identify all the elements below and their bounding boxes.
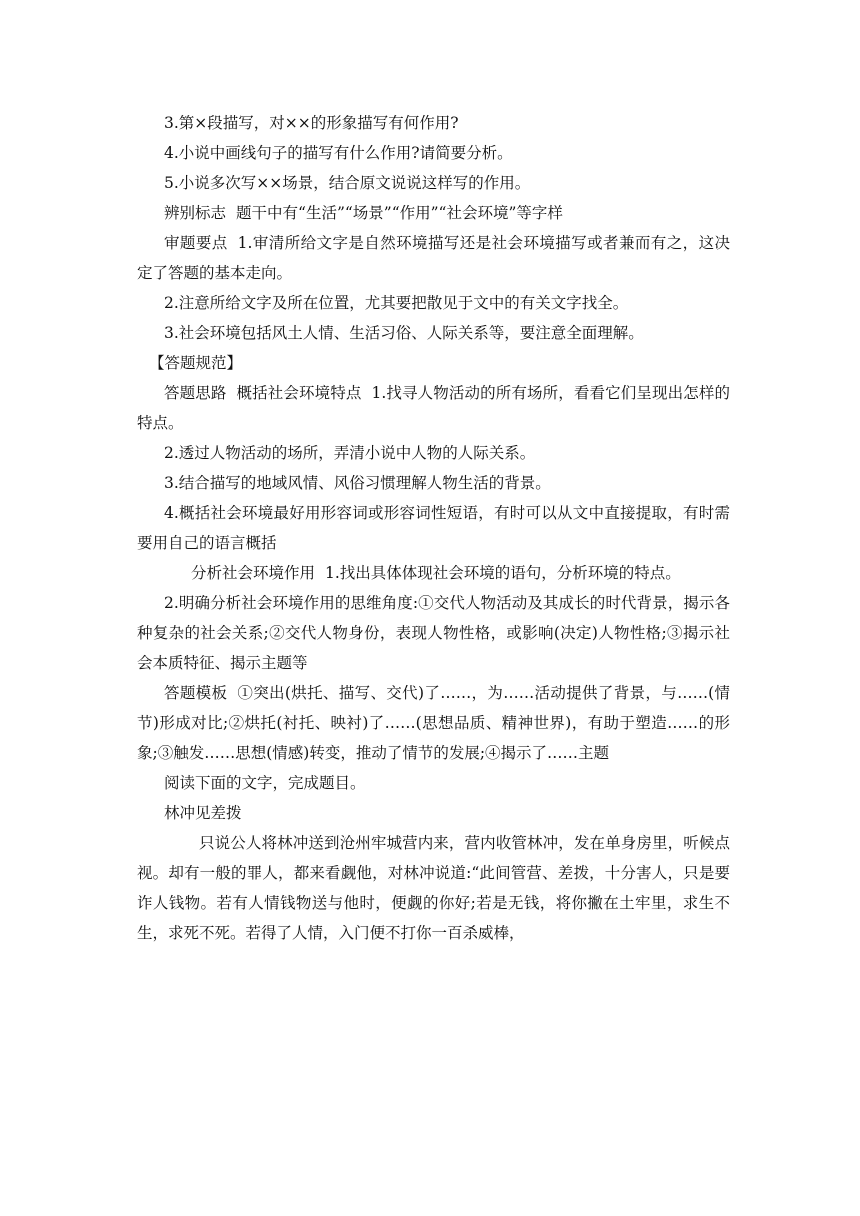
question-3 bbox=[137, 108, 730, 138]
question-3-text: 3.第×段描写，对××的形象描写有何作用? bbox=[164, 114, 459, 132]
approach-4 bbox=[137, 498, 730, 558]
identification-marker bbox=[137, 198, 730, 228]
identification-label: 辨别标志 bbox=[164, 204, 227, 222]
question-4-text: 4.小说中画线句子的描写有什么作用?请简要分析。 bbox=[164, 144, 513, 162]
review-label: 审题要点 bbox=[164, 234, 228, 252]
analysis-sublabel: 分析社会环境作用 bbox=[191, 564, 316, 582]
passage-title bbox=[137, 798, 730, 828]
review-point-2-text: 2.注意所给文字及所在位置，尤其要把散见于文中的有关文字找全。 bbox=[164, 294, 629, 312]
analysis-1-text: 1.找出具体体现社会环境的语句，分析环境的特点。 bbox=[325, 564, 681, 582]
template-label: 答题模板 bbox=[164, 684, 228, 702]
approach-4-text: 4.概括社会环境最好用形容词或形容词性短语，有时可以从文中直接提取，有时需要用自己的语言概括 bbox=[137, 504, 730, 552]
review-point-1-text: 1.审清所给文字是自然环境描写还是社会环境描写或者兼而有之，这决定了答题的基本走向。 bbox=[137, 234, 730, 282]
section-heading-text: 【答题规范】 bbox=[149, 354, 243, 372]
approach-2-text: 2.透过人物活动的场所，弄清小说中人物的人际关系。 bbox=[164, 444, 536, 462]
template-text: ①突出(烘托、描写、交代)了……，为……活动提供了背景，与……(情节)形成对比;②烘托(衬托、映衬)了……(思想品质、精神世界)，有助于塑造……的形象;③触发……思想(情感)转变，推动了情节的发展;④揭示了……主题 bbox=[137, 684, 730, 762]
section-heading bbox=[137, 348, 730, 378]
answer-template bbox=[137, 678, 730, 768]
approach-sublabel: 概括社会环境特点 bbox=[236, 384, 362, 402]
question-5-text: 5.小说多次写××场景，结合原文说说这样写的作用。 bbox=[164, 174, 531, 192]
approach-1 bbox=[137, 378, 730, 438]
review-point-1 bbox=[137, 228, 730, 288]
approach-1-text: 1.找寻人物活动的所有场所，看看它们呈现出怎样的特点。 bbox=[137, 384, 730, 432]
approach-3-text: 3.结合描写的地域风情、风俗习惯理解人物生活的背景。 bbox=[164, 474, 551, 492]
approach-2 bbox=[137, 438, 730, 468]
identification-text: 题干中有“生活”“场景”“作用”“社会环境”等字样 bbox=[236, 204, 563, 222]
question-5 bbox=[137, 168, 730, 198]
analysis-2-text: 2.明确分析社会环境作用的思维角度:①交代人物活动及其成长的时代背景，揭示各种复杂的社会关系;②交代人物身份，表现人物性格，或影响(决定)人物性格;③揭示社会本质特征、揭示主题等 bbox=[137, 594, 730, 672]
passage-body-text: 只说公人将林冲送到沧州牢城营内来，营内收管林冲，发在单身房里，听候点视。却有一般的罪人，都来看觑他，对林冲说道:“此间管营、差拨，十分害人，只是要诈人钱物。若有人情钱物送与他时，便觑的你好;若是无钱，将你撇在土牢里，求生不生，求死不死。若得了人情，入门便不打你一百杀威棒， bbox=[137, 834, 730, 942]
approach-3 bbox=[137, 468, 730, 498]
approach-label: 答题思路 bbox=[164, 384, 227, 402]
review-point-3 bbox=[137, 318, 730, 348]
reading-instruction-text: 阅读下面的文字，完成题目。 bbox=[164, 774, 366, 792]
document-body bbox=[137, 108, 730, 948]
review-point-3-text: 3.社会环境包括风土人情、生活习俗、人际关系等，要注意全面理解。 bbox=[164, 324, 644, 342]
reading-instruction bbox=[137, 768, 730, 798]
passage-title-text: 林冲见差拨 bbox=[164, 804, 242, 822]
review-point-2 bbox=[137, 288, 730, 318]
analysis-1 bbox=[137, 558, 730, 588]
question-4 bbox=[137, 138, 730, 168]
analysis-2 bbox=[137, 588, 730, 678]
passage-body bbox=[137, 828, 730, 948]
